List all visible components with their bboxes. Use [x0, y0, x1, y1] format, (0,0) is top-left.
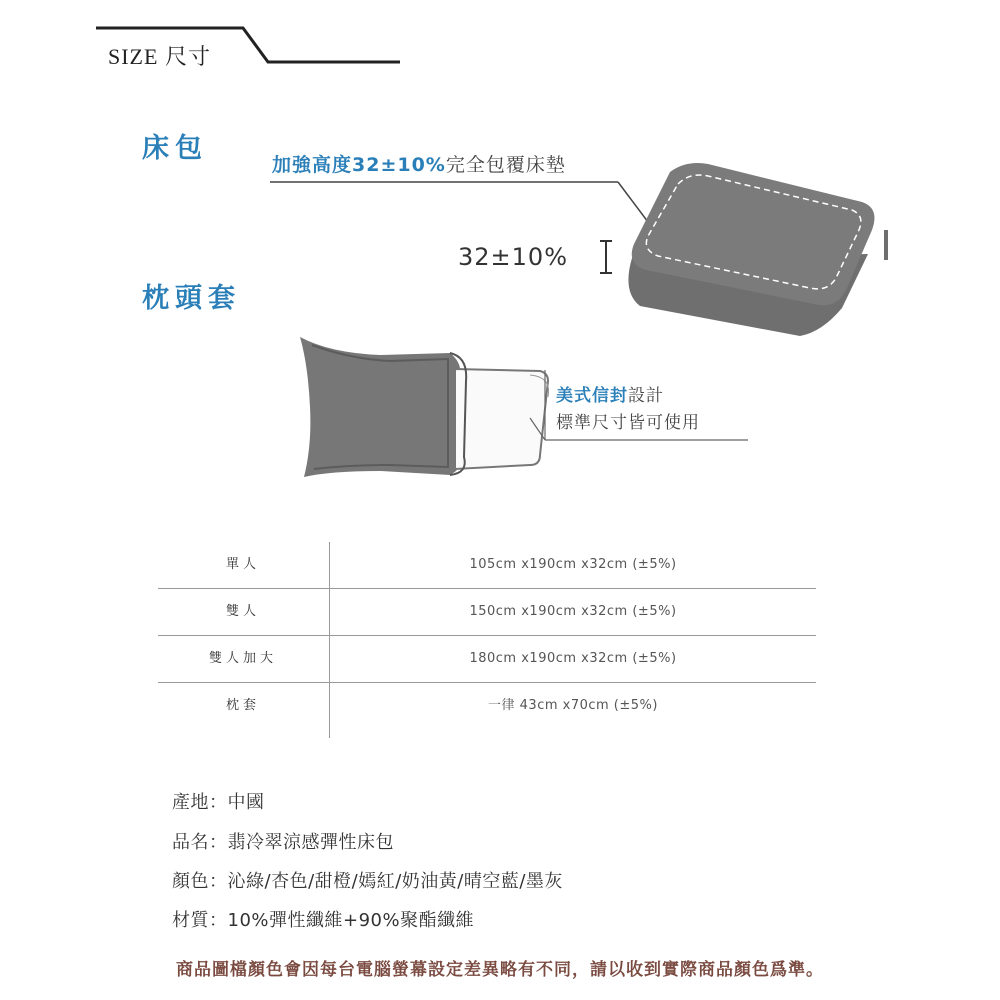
size-name: 單人	[225, 557, 260, 572]
page-title: SIZE 尺寸	[108, 44, 211, 69]
table-column-divider	[329, 542, 330, 738]
size-value: 150cm x190cm x32cm (±5%)	[469, 604, 677, 619]
height-label: 32±10%	[458, 243, 568, 271]
colors-line: 顏色：沁綠/杏色/甜橙/嫣紅/奶油黃/晴空藍/墨灰	[172, 871, 563, 892]
pillowcase-note	[556, 383, 700, 437]
pillowcase-note-line2: 標準尺寸皆可使用	[556, 413, 700, 433]
size-table	[158, 542, 816, 729]
size-value: 105cm x190cm x32cm (±5%)	[469, 557, 677, 572]
size-name: 雙人加大	[208, 651, 277, 666]
pillowcase-label: 枕頭套	[142, 283, 241, 314]
material-line: 材質：10%彈性纖維+90%聚酯纖維	[172, 910, 475, 931]
size-value: 180cm x190cm x32cm (±5%)	[469, 651, 677, 666]
table-row	[158, 636, 816, 683]
table-row	[158, 589, 816, 636]
origin-line: 產地：中國	[172, 792, 265, 813]
table-row	[158, 683, 816, 729]
color-disclaimer: 商品圖檔顏色會因每台電腦螢幕設定差異略有不同，請以收到實際商品顏色爲準。	[176, 960, 824, 980]
size-name: 雙人	[225, 604, 260, 619]
pillowcase-note-rest: 設計	[628, 386, 664, 406]
pillowcase-note-strong: 美式信封	[556, 386, 628, 406]
fitted-sheet-note-strong: 加強高度32±10%	[272, 154, 446, 176]
size-name: 枕套	[225, 698, 260, 713]
fitted-sheet-label: 床包	[142, 133, 208, 164]
fitted-sheet-note-rest: 完全包覆床墊	[445, 154, 566, 176]
size-value: 一律 43cm x70cm (±5%)	[488, 698, 658, 713]
pillowcase-note-line1	[556, 383, 700, 410]
table-row	[158, 542, 816, 589]
product-name-line: 品名：翡冷翠涼感彈性床包	[172, 832, 394, 853]
